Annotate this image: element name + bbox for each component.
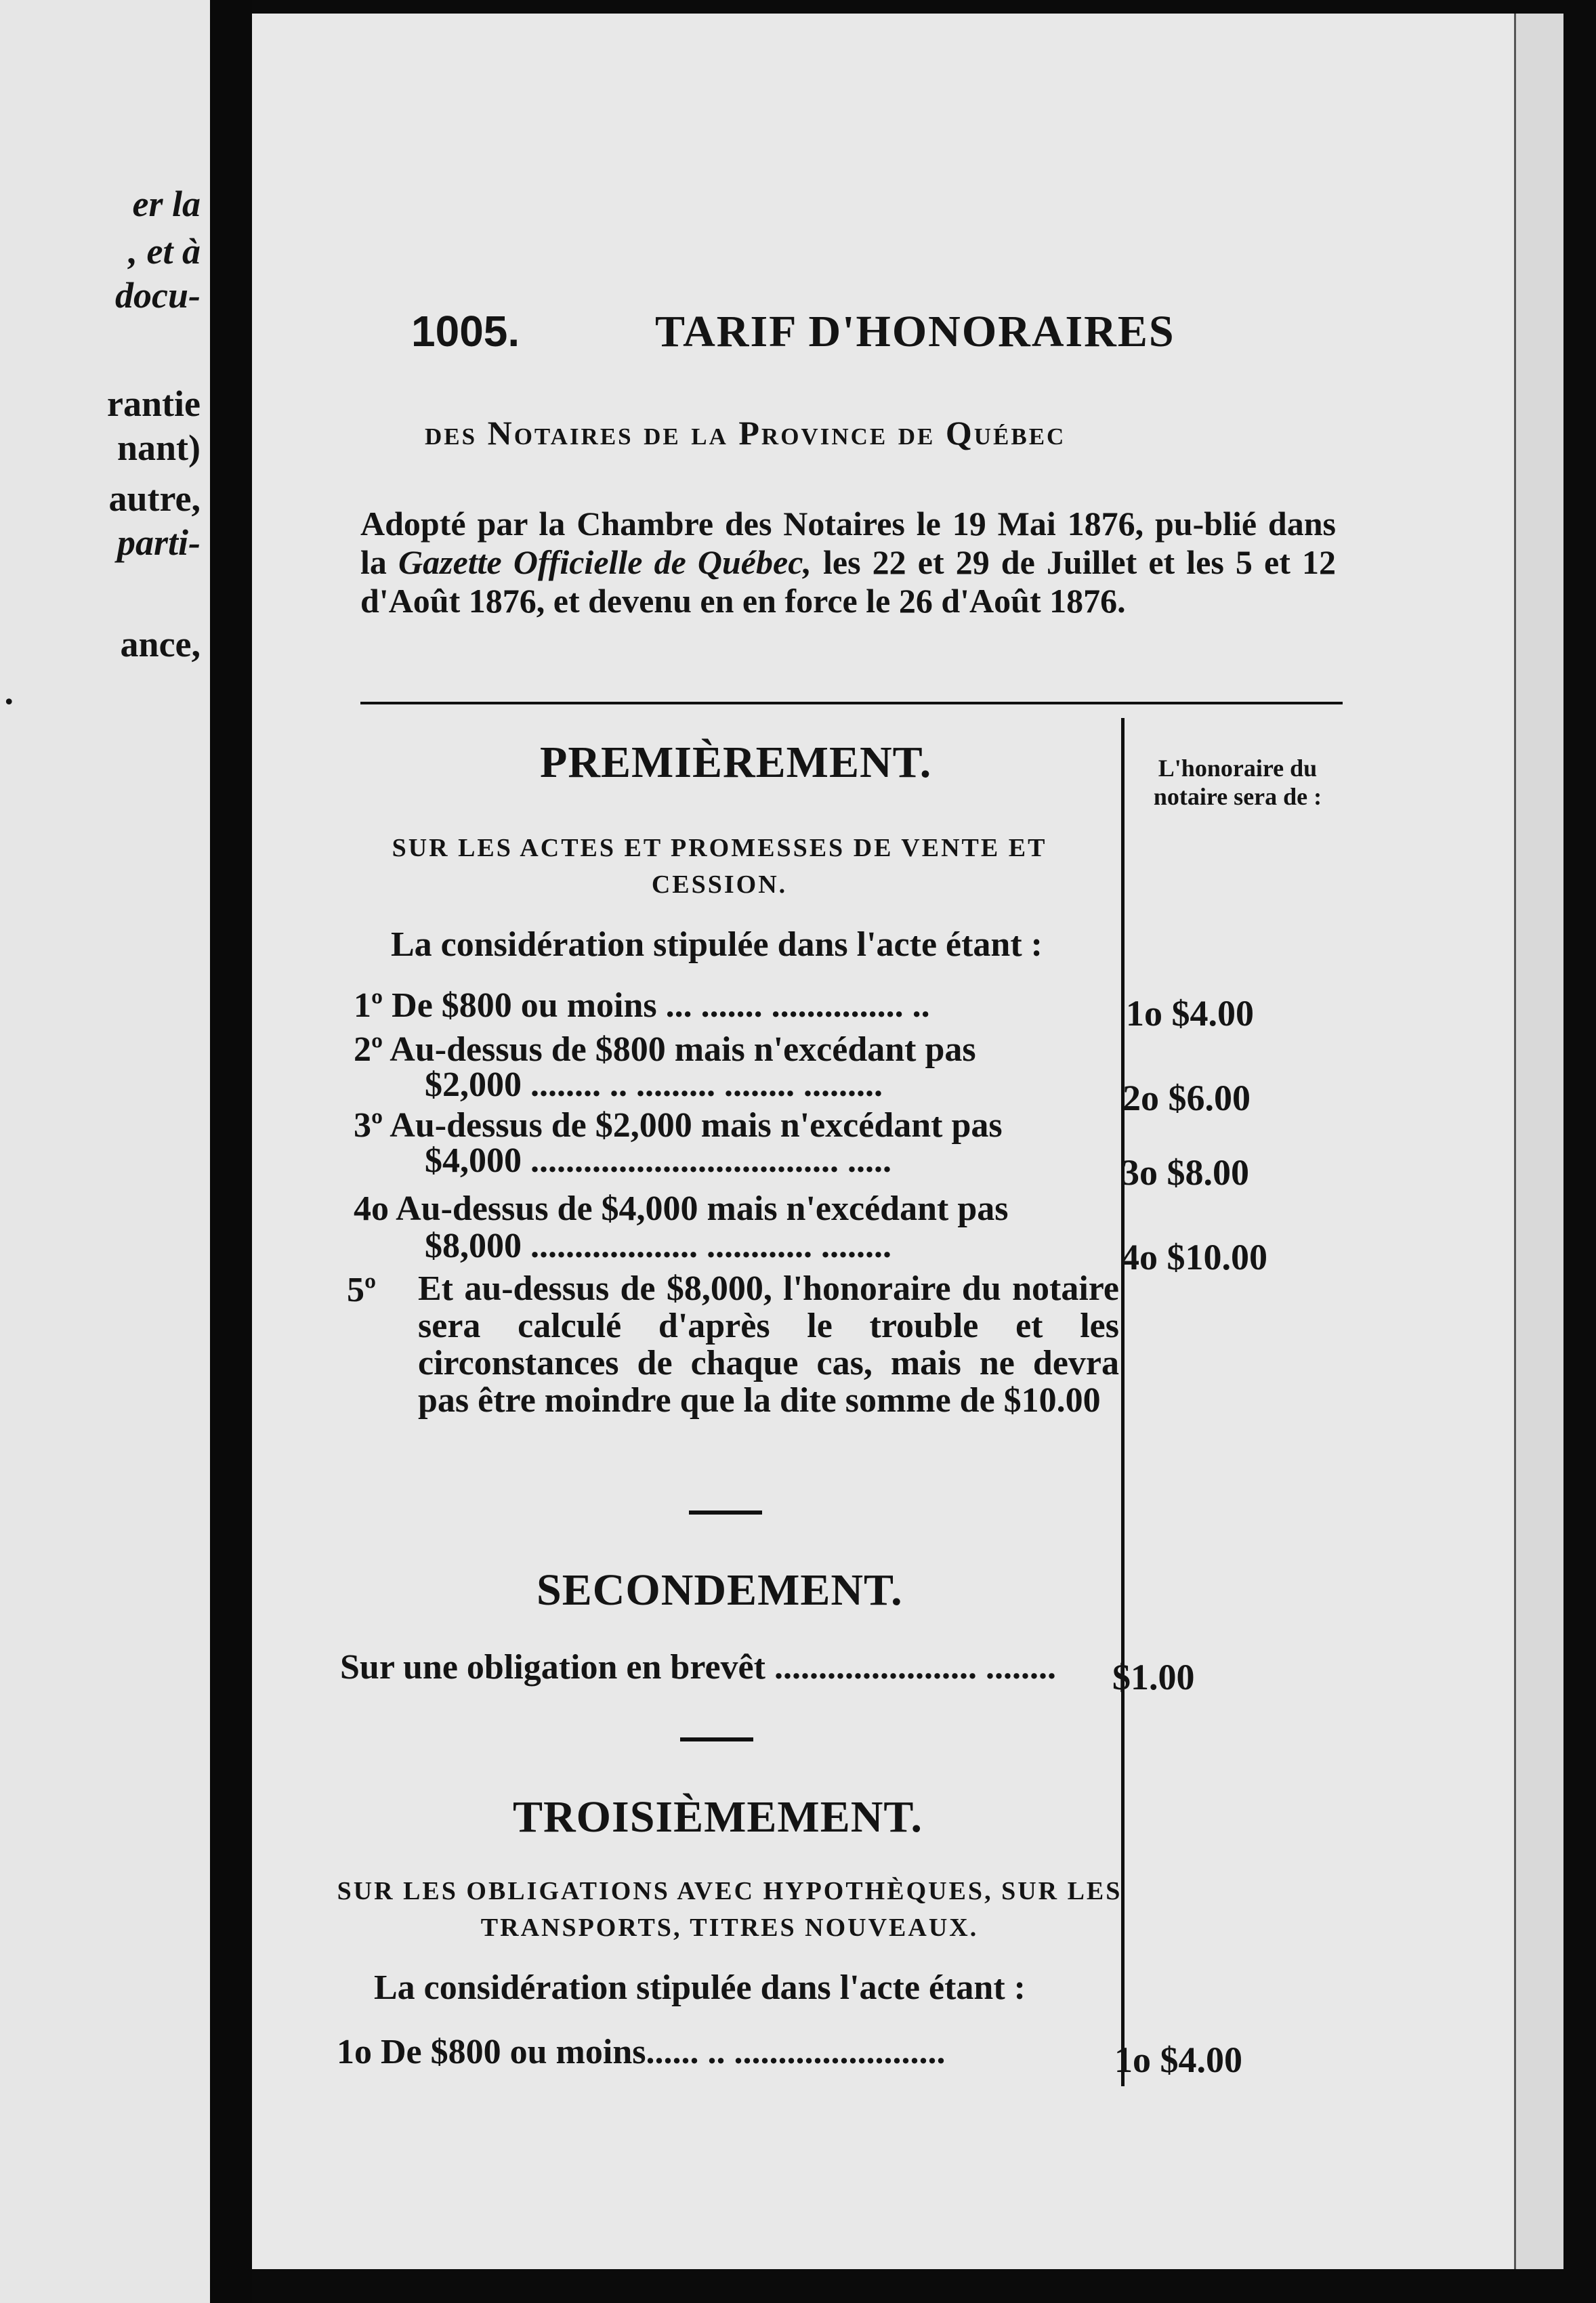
list-item-cont: $2,000 ........ .. ......... ........ ......... [425,1065,883,1104]
list-item: 2º Au-dessus de $800 mais n'excédant pas [354,1030,976,1069]
list-item: 4o Au-dessus de $4,000 mais n'excédant pas [354,1189,1009,1228]
facing-text: . [4,671,14,712]
facing-text: nant) [117,427,201,468]
horizontal-rule [360,702,1343,704]
intro-text: Adopté par la Chambre des Notaires le 19 Mai 1876, pu-blié dans la [360,505,1336,581]
section-heading-secondement: SECONDEMENT. [537,1565,903,1615]
facing-text: docu- [115,275,201,316]
fee-value: 4o $10.00 [1121,1237,1267,1277]
fee-value: 1o $4.00 [1126,993,1254,1034]
facing-text: autre, [108,478,201,519]
page-subtitle: des Notaires de la Province de Québec [425,414,1066,452]
fee-column-header: L'honoraire du notaire sera de : [1153,755,1322,810]
facing-text: parti- [117,522,201,563]
list-item: Sur une obligation en brevêt ....................... ........ [340,1648,1056,1687]
intro-text: les 22 et 29 de Juillet et les 5 et 12 d'Août 1876, et devenu en en force le 26 d'Août 1876. [360,543,1336,620]
document-page [252,14,1563,2269]
section-divider [680,1737,753,1741]
page-edge [1514,14,1563,2269]
list-item: 1o De $800 ou moins...... .. ........................ [337,2033,946,2071]
facing-page-fragment [0,0,210,2303]
list-item-label: 5º [347,1271,377,1309]
list-item: 1º De $800 ou moins ... ....... ............... .. [354,986,930,1025]
facing-text: er la [132,184,201,224]
page-title: TARIF D'HONORAIRES [655,307,1175,356]
facing-text: , et à [128,231,201,272]
facing-text: rantie [107,383,201,424]
entry-number: 1005. [411,307,520,356]
list-item-paragraph: Et au-dessus de $8,000, l'honoraire du notaire sera calculé d'après le trouble et les circonstances de chaque cas, mais ne devra pas être moindre que la dite somme de $10.00 [418,1269,1119,1420]
intro-paragraph [360,505,1336,620]
section-divider [689,1510,762,1515]
list-item-cont: $4,000 ................................... ..... [425,1141,891,1180]
section-lead: La considération stipulée dans l'acte étant : [391,925,1043,964]
fee-value: $1.00 [1112,1657,1195,1697]
fee-value: 1o $4.00 [1114,2040,1242,2080]
gazette-title: Gazette Officielle de Québec, [398,543,812,581]
section-heading-troisiemement: TROISIÈMEMENT. [513,1792,923,1842]
section-heading-premierement: PREMIÈREMENT. [540,738,932,787]
fee-value: 2o $6.00 [1122,1078,1251,1118]
list-item-cont: $8,000 ................... ............ ........ [425,1227,891,1265]
book-gutter [210,0,252,2303]
fee-value: 3o $8.00 [1121,1152,1249,1193]
list-item: 3º Au-dessus de $2,000 mais n'excédant pas [354,1106,1003,1145]
section-lead: La considération stipulée dans l'acte étant : [374,1968,1026,2007]
section-subheading: SUR LES ACTES ET PROMESSES DE VENTE ET CESSION. [392,834,1047,899]
section-subheading: SUR LES OBLIGATIONS AVEC HYPOTHÈQUES, SUR LES TRANSPORTS, TITRES NOUVEAUX. [337,1877,1122,1942]
facing-text: ance, [120,624,201,664]
